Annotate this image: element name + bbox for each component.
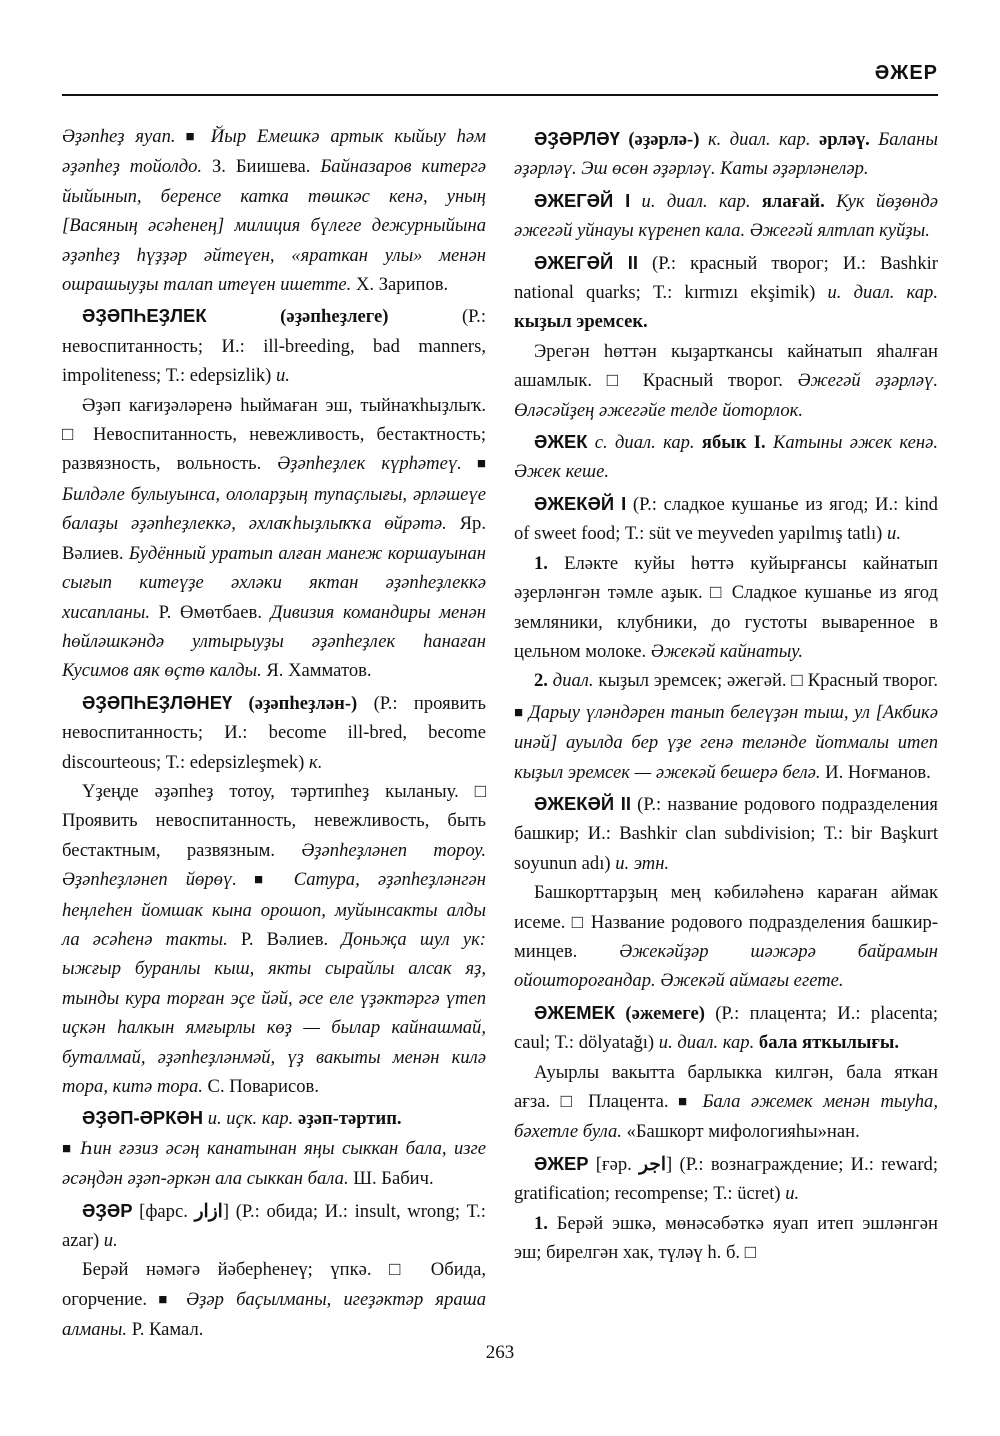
headword: ӘҘӘР <box>82 1199 133 1221</box>
entry-body: Башкорттарҙың мең кәбиләһенә караған аймак исеме. □ Название родового подразделения башкир-минцев. Әжекәйҙәр шәжәрә байрамын ойоштороғандар. Әжекәй аймағы егете. <box>514 882 939 992</box>
entry-header: ӘЖЕГӘЙ II (Р.: красный творог; И.: Bashkir national quarks; Т.: kırmızı ekşimik) и. диал. кар. кыҙыл эремсек. <box>514 251 938 333</box>
entry-header: ӘЖЕГӘЙ I и. диал. кар. ялағай. Кук йөҙөндә әжегәй уйнауы күренеп кала. Әжегәй ялтлап куйҙы. <box>514 189 938 242</box>
headword: ӘЖЕКӘЙ I <box>534 492 627 514</box>
entry-body: ■ Һин ғәзиз әсәң канатынан яңы сыккан бала, изге әсәңдән әҙәп-әркән ала сыккан бала. Ш. Бабич. <box>62 1137 486 1190</box>
entry-continuation: Әҙәпһеҙ яуап. ■ Йыр Емешкә артык кыйыу һәм әҙәпһеҙ тойолдо. З. Биишева. Байназаров китергә йыйынып, беренсе катка төшкәс кенә, уның [Васяның әсәһенең] милиция бүлеге дежурныйына әҙәпһеҙ һүҙҙәр әйтеүен, «яраткан улы» менән ошрашыуҙы талап итеүен ишетте. Х. Зарипов. <box>62 126 486 296</box>
headword: ӘҘӘПҺЕҘЛЕК <box>82 305 207 327</box>
entry-header: ӘҘӘПҺЕҘЛӘНЕҮ (әҙәпһеҙлән-) (Р.: проявить невоспитанность; И.: become ill-bred, become discourteous; Т.: edepsizleşmek) к. <box>62 691 487 773</box>
arabic-etymon: اجر <box>639 1153 667 1175</box>
page-number: 263 <box>485 1342 515 1363</box>
entry-header: ӘЖЕМЕК (әжемеге) (Р.: плацента; И.: placenta; caul; Т.: dölyatağı) и. диал. кар. бала яткылығы. <box>514 1001 938 1054</box>
entry-body: Әҙәп кағиҙәләренә һыймаған эш, тыйнаҡһыҙлыҡ. □ Невоспитанность, невежливость, бестактность; развязность, вольность. Әҙәпһеҙлек күрһәтеү. ■ Билдәле булыуынса, ололарҙың тупаҫлығы, әрләшеүе балаҙы әҙәпһеҙлеккә, әхлаҡһыҙлыҡҡа өйрәтә. Яр. Вәлиев. Будённый уратып алған манеж коршауынан сығып китеүҙе әхләки яктан әҙәпһеҙлеккә хисапланы. Р. Өмөтбаев. Дивизия командиры менән һөйләшкәндә ултырыуҙы әҙәпһеҙлек һанаған Кусимов аяк өҫтө калды. Я. Хамматов. <box>62 394 487 682</box>
entry-header: ӘЖЕК с. диал. кар. ябык I. Катыны әжек кенә. Әжек кеше. <box>514 431 938 483</box>
entry-body: Ауырлы вакытта барлыкка килгән, бала яткан ағза. □ Плацента. ■ Бала әжемек менән тыуһа, бәхетле була. «Башкорт мифологияһы»нан. <box>514 1061 938 1143</box>
entry-sense-1: 1. Берәй эшкә, мөнәсәбәткә яуап итеп эшләнгән эш; бирелгән хак, түләү һ. б. □ <box>514 1212 938 1264</box>
entry-body: Үҙеңде әҙәпһеҙ тотоу, тәртипһеҙ кыланыу. □ Проявить невоспитанность, невежливость, быть бестактным, развязным. Әҙәпһеҙләнеп тороу. Әҙәпһеҙләнеп йөрөү. ■ Сатура, әҙәпһеҙләнгән һеңлеһен йомшак кына орошоп, муйынсакты алды ла әсәһенә такты. Р. Вәлиев. Доньҗа шул ук: ыжғыр буранлы кыш, якты сырайлы алсак яҙ, тынды кура торған эҫе йәй, әсе еле үҙәктәргә үтеп иҫкән һалкын ямғырлы көҙ — былар кайнашмай, буталмай, әҙәпһеҙләнмәй, үҙ вакыты менән килә тора, китә тора. С. Поварисов. <box>62 780 486 1097</box>
entry-header: ӘЖЕР [ғәр. اجر] (Р.: вознаграждение; И.: reward; gratification; recompense; Т.: ücret) и. <box>514 1152 938 1205</box>
entry-body: Берәй нәмәгә йәберһенеү; үпкә. □ Обида, огорчение. ■ Әҙәр баҫылманы, игеҙәктәр яраша алманы. Р. Камал. <box>62 1259 486 1341</box>
headword: ӘЖЕГӘЙ II <box>534 251 638 273</box>
running-head: ӘЖЕР <box>874 62 938 84</box>
right-column <box>514 122 938 1267</box>
entry-header: ӘҘӘП-ӘРКӘН и. иҫк. кар. әҙәп-тәртип. <box>82 1107 402 1130</box>
entry-header: ӘҘӘР [фарс. ازار] (Р.: обида; И.: insult, wrong; Т.: azar) и. <box>62 1199 486 1252</box>
entry-header: ӘҘӘПҺЕҘЛЕК (әҙәпһеҙлеге) (Р.: невоспитанность; И.: ill-breeding, bad manners, impoliteness; Т.: edepsizlik) и. <box>62 305 486 387</box>
headword: ӘЖЕГӘЙ I <box>534 189 631 211</box>
arabic-etymon: ازار <box>194 1200 223 1222</box>
left-column <box>62 122 486 1345</box>
entry-header: ӘҘӘРЛӘҮ (әҙәрлә-) к. диал. кар. әрләү. Баланы әҙәрләү. Эш өсөн әҙәрләү. Каты әҙәрләнеләр. <box>514 128 938 180</box>
entry-sense-2: 2. диал. кыҙыл эремсек; әжегәй. □ Красный творог. ■ Дарыу үләндәрен танып белеүҙән тыш, ул [Акбикә инәй] ауылда бер үҙе генә теләнде йотмалы итеп кыҙыл эремсек — әжекәй бешерә белә. И. Ноғманов. <box>514 670 939 783</box>
example-marker: ■ <box>175 129 211 145</box>
translation-marker: □ <box>62 424 81 446</box>
headword: ӘҘӘП-ӘРКӘН <box>82 1107 204 1129</box>
headword: ӘЖЕМЕК <box>534 1001 616 1023</box>
headword: ӘЖЕР <box>534 1152 589 1174</box>
entry-body: Эрегән һөттән кыҙарткансы кайнатып яһалған ашамлык. □ Красный творог. Әжегәй әҙәрләү. Өләсәйҙең әжегәйе телде йоторлок. <box>514 340 938 421</box>
entry-sense-1: 1. Еләкте куйы һөттә куйырғансы кайнатып әҙерләнгән тәмле аҙык. □ Сладкое кушанье из ягод земляники, клубники, до густоты вываренное в цельном молоке. Әжекәй кайнатыу. <box>514 552 938 662</box>
headword: ӘЖЕК <box>534 431 588 453</box>
headword: ӘЖЕКӘЙ II <box>534 792 631 814</box>
headword: ӘҘӘПҺЕҘЛӘНЕҮ <box>82 691 233 713</box>
entry-header: ӘЖЕКӘЙ I (Р.: сладкое кушанье из ягод; И.: kind of sweet food; Т.: süt ve meyveden yapılmış tatlı) и. <box>514 492 938 545</box>
headword: ӘҘӘРЛӘҮ <box>534 128 620 149</box>
entry-header: ӘЖЕКӘЙ II (Р.: название родового подразделения башкир; И.: Bashkir clan subdivision; Т.: bir Başkurt soyunun adı) и. этн. <box>514 792 938 874</box>
header-rule <box>62 94 938 96</box>
